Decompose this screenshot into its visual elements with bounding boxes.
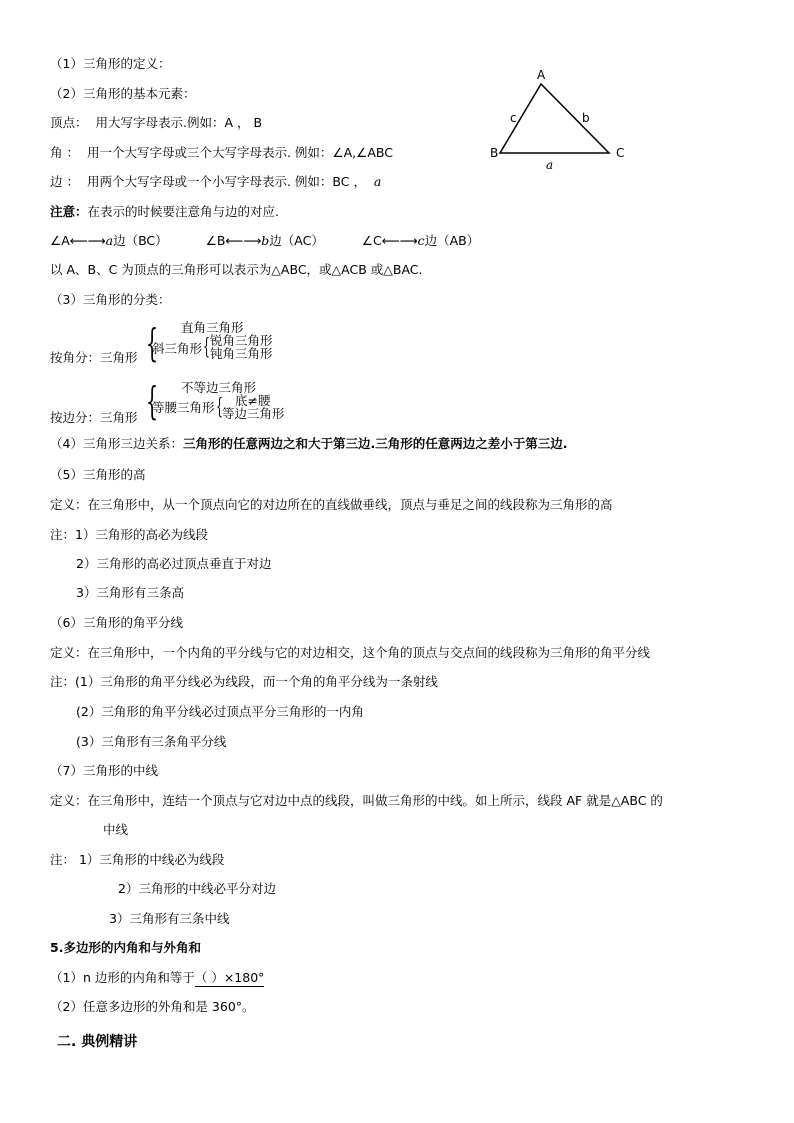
s6-note-3: (3）三角形有三条角平分线	[76, 734, 227, 749]
s7-def-cont: 中线	[103, 822, 129, 837]
vertex-label: 顶点：	[50, 115, 88, 130]
acute-triangle: 锐角三角形	[210, 333, 273, 348]
note-text: 在表示的时候要注意角与边的对应.	[87, 204, 279, 219]
base-ne-leg: 底≠腰	[235, 393, 271, 408]
right-triangle: 直角三角形	[181, 320, 244, 335]
note-label: 注意：	[50, 204, 88, 219]
s6-note-1: 注：(1）三角形的角平分线必为线段，而一个角的角平分线为一条射线	[50, 674, 438, 689]
corr-b-rest: 边（AC）	[269, 233, 324, 248]
s5-title: （5）三角形的高	[50, 467, 146, 482]
isosceles-triangle: 等腰三角形	[152, 400, 215, 415]
s2-title: （2）三角形的基本元素：	[50, 86, 196, 101]
vertex-text: 用大写字母表示.例如：A ， B	[95, 115, 263, 130]
correspondence-line	[50, 233, 479, 249]
side-line	[50, 174, 381, 190]
side-a-label: a	[546, 158, 554, 172]
s3-title: （3）三角形的分类：	[50, 292, 171, 307]
brace-icon: {	[203, 335, 210, 360]
corr-c-letter: c	[417, 233, 425, 248]
s5-note-1: 注：1）三角形的高必为线段	[50, 527, 208, 542]
s5-def: 定义：在三角形中，从一个顶点向它的对边所在的直线做垂线，顶点与垂足之间的线段称为三角形的高	[50, 497, 613, 512]
s4-prefix: （4）三角形三边关系：	[50, 436, 183, 451]
corr-a-rest: 边（BC）	[113, 233, 168, 248]
corr-c-rest: 边（AB）	[424, 233, 480, 248]
s5-note-3: 3）三角形有三条高	[76, 585, 184, 600]
brace-icon: {	[146, 379, 159, 423]
brace-icon: {	[216, 395, 223, 420]
vertex-c-label: C	[616, 146, 625, 160]
side-c-label: c	[510, 111, 517, 125]
corr-b-angle: ∠B⟵⟶	[205, 233, 262, 248]
oblique-triangle: 斜三角形	[152, 341, 203, 356]
corr-b-letter: b	[261, 233, 270, 248]
corr-a-angle: ∠A⟵⟶	[50, 233, 106, 248]
side-label: 边 ：	[50, 174, 79, 189]
s6-title: （6）三角形的角平分线	[50, 615, 183, 630]
angle-label: 角 ：	[50, 145, 79, 160]
poly-title: 5.多边形的内角和与外角和	[50, 940, 201, 955]
s7-note-2: 2）三角形的中线必平分对边	[118, 881, 276, 896]
s6-def: 定义：在三角形中，一个内角的平分线与它的对边相交，这个角的顶点与交点间的线段称为三角形的角平分线	[50, 645, 651, 660]
s4-line	[50, 436, 567, 452]
scalene-triangle: 不等边三角形	[181, 380, 257, 395]
s6-note-2: (2）三角形的角平分线必过顶点平分三角形的一内角	[76, 704, 364, 719]
corr-c-angle: ∠C⟵⟶	[361, 233, 418, 248]
s1-title: （1）三角形的定义：	[50, 56, 171, 71]
corr-a-letter: a	[105, 233, 114, 248]
poly-item-2: （2）任意多边形的外角和是 360°。	[50, 999, 255, 1014]
s7-def: 定义：在三角形中，连结一个顶点与它对边中点的线段，叫做三角形的中线。如上所示，线段 AF 就是△ABC 的	[50, 793, 663, 808]
angle-line	[50, 145, 393, 161]
vertex-a-label: A	[537, 68, 546, 82]
vertex-line	[50, 115, 262, 131]
s7-note-1: 注： 1）三角形的中线必为线段	[50, 852, 225, 867]
s4-bold: 三角形的任意两边之和大于第三边.三角形的任意两边之差小于第三边.	[182, 436, 568, 451]
by-angle-label: 按角分：三角形	[50, 350, 138, 365]
by-side-label: 按边分：三角形	[50, 410, 138, 425]
triangle-figure	[486, 62, 636, 172]
section-2-title: 二. 典例精讲	[57, 1034, 138, 1050]
equilateral-triangle: 等边三角形	[222, 406, 285, 421]
s5-note-2: 2）三角形的高必过顶点垂直于对边	[76, 556, 272, 571]
angle-text: 用一个大写字母或三个大写字母表示. 例如：∠A,∠ABC	[86, 145, 393, 160]
corr-c	[362, 233, 479, 248]
brace-icon: {	[146, 321, 159, 365]
note-line	[50, 204, 279, 220]
poly-item-1-prefix: （1）n 边形的内角和等于	[50, 970, 195, 985]
s7-title: （7）三角形的中线	[50, 763, 158, 778]
obtuse-triangle: 钝角三角形	[210, 346, 273, 361]
side-text: 用两个大写字母或一个小写字母表示. 例如：BC ，	[86, 174, 366, 189]
corr-a	[50, 233, 168, 248]
naming-line: 以 A、B、C 为顶点的三角形可以表示为△ABC，或△ACB 或△BAC.	[50, 262, 423, 277]
poly-item-1-blank: （ ）×180°	[194, 970, 265, 985]
side-b-label: b	[582, 111, 590, 125]
side-letter: a	[373, 174, 382, 189]
vertex-b-label: B	[490, 146, 499, 160]
poly-item-1	[50, 970, 264, 987]
s7-note-3: 3）三角形有三条中线	[109, 911, 230, 926]
corr-b	[206, 233, 324, 248]
